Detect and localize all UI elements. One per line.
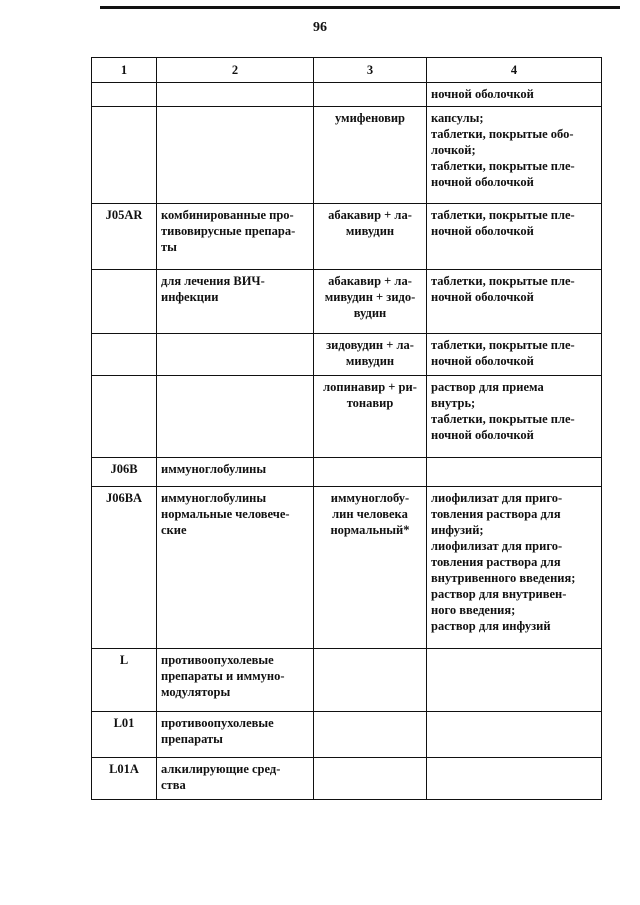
table-row xyxy=(92,83,602,107)
substance-cell: абакавир + ла- мивудин xyxy=(314,204,427,270)
table-row xyxy=(92,376,602,458)
header-col-2: 2 xyxy=(157,58,314,83)
code-cell xyxy=(92,107,157,204)
code-cell: J06BA xyxy=(92,487,157,649)
form-cell xyxy=(427,758,602,800)
group-cell: иммуноглобулины xyxy=(157,458,314,487)
substance-cell: абакавир + ла- мивудин + зидо- вудин xyxy=(314,270,427,334)
table-row xyxy=(92,270,602,334)
table-row xyxy=(92,458,602,487)
substance-cell xyxy=(314,458,427,487)
group-cell xyxy=(157,107,314,204)
code-cell: L01 xyxy=(92,712,157,758)
code-cell xyxy=(92,270,157,334)
form-cell: капсулы; таблетки, покрытые обо- лочкой; таблетки, покрытые пле- ночной оболочкой xyxy=(427,107,602,204)
substance-cell: лопинавир + ри- тонавир xyxy=(314,376,427,458)
substance-cell: умифеновир xyxy=(314,107,427,204)
group-cell: для лечения ВИЧ- инфекции xyxy=(157,270,314,334)
group-cell: противоопухолевые препараты xyxy=(157,712,314,758)
group-cell: комбинированные про- тивовирусные препара- ты xyxy=(157,204,314,270)
page-number: 96 xyxy=(313,20,327,35)
header-col-1: 1 xyxy=(92,58,157,83)
header-col-3: 3 xyxy=(314,58,427,83)
substance-cell xyxy=(314,83,427,107)
form-cell: таблетки, покрытые пле- ночной оболочкой xyxy=(427,204,602,270)
code-cell xyxy=(92,334,157,376)
code-cell: J05AR xyxy=(92,204,157,270)
group-cell: противоопухолевые препараты и иммуно- модуляторы xyxy=(157,649,314,712)
form-cell: лиофилизат для приго- товления раствора для инфузий; лиофилизат для приго- товления раствора для внутривенного введения; раствор для внутривен- ного введения; раствор для инфузий xyxy=(427,487,602,649)
form-cell: таблетки, покрытые пле- ночной оболочкой xyxy=(427,334,602,376)
top-rule xyxy=(100,6,620,9)
substance-cell: иммуноглобу- лин человека нормальный* xyxy=(314,487,427,649)
table-row xyxy=(92,649,602,712)
form-cell xyxy=(427,458,602,487)
form-cell xyxy=(427,649,602,712)
code-cell: L xyxy=(92,649,157,712)
code-cell xyxy=(92,376,157,458)
table-row xyxy=(92,204,602,270)
substance-cell xyxy=(314,758,427,800)
form-cell xyxy=(427,712,602,758)
form-cell: раствор для приема внутрь; таблетки, покрытые пле- ночной оболочкой xyxy=(427,376,602,458)
table-row xyxy=(92,487,602,649)
table-row xyxy=(92,758,602,800)
group-cell xyxy=(157,376,314,458)
group-cell xyxy=(157,83,314,107)
form-cell: таблетки, покрытые пле- ночной оболочкой xyxy=(427,270,602,334)
table-row xyxy=(92,712,602,758)
code-cell xyxy=(92,83,157,107)
header-row xyxy=(92,58,602,83)
form-cell: ночной оболочкой xyxy=(427,83,602,107)
drug-table xyxy=(91,57,602,800)
group-cell: иммуноглобулины нормальные человече- ские xyxy=(157,487,314,649)
substance-cell: зидовудин + ла- мивудин xyxy=(314,334,427,376)
group-cell xyxy=(157,334,314,376)
substance-cell xyxy=(314,712,427,758)
substance-cell xyxy=(314,649,427,712)
header-col-4: 4 xyxy=(427,58,602,83)
group-cell: алкилирующие сред- ства xyxy=(157,758,314,800)
table-row xyxy=(92,107,602,204)
code-cell: J06B xyxy=(92,458,157,487)
code-cell: L01A xyxy=(92,758,157,800)
table-row xyxy=(92,334,602,376)
